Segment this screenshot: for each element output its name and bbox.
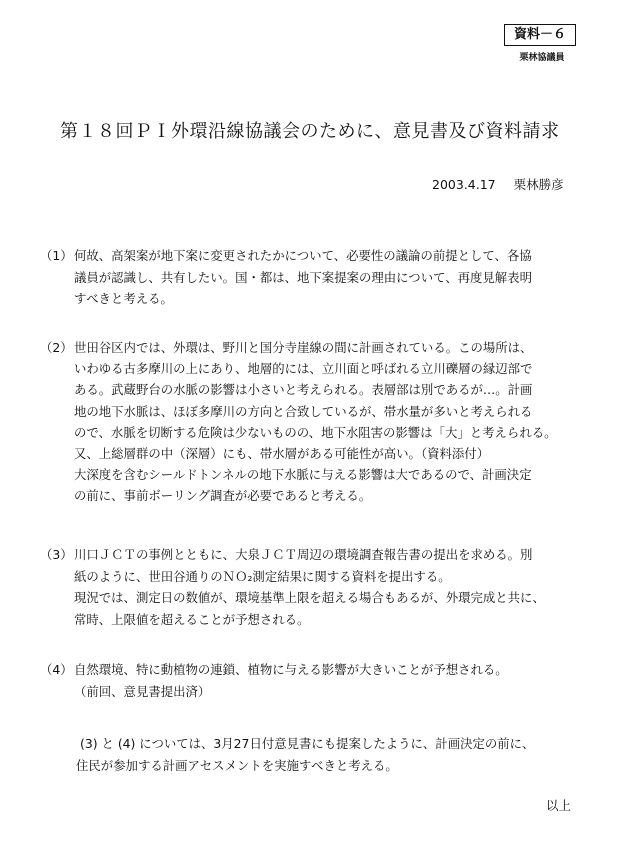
item-line: いわゆる古多摩川の上にあり、地層的には、立川面と呼ばれる立川礫層の縁辺部で [74,361,533,377]
item-line: の前に、事前ボーリング調査が必要であると考える。 [74,488,372,504]
document-label-badge: 資料－６ [504,24,576,46]
document-author: 栗林勝彦 [513,177,564,192]
item-number: （2） [40,340,73,355]
item-number: （4） [40,662,73,677]
item-line: 世田谷区内では、外環は、野川と国分寺崖線の間に計画されている。この場所は、 [74,340,533,355]
item-line: 常時、上限値を超えることが予想される。 [74,611,310,627]
closing-mark: 以上 [546,798,572,813]
document-date: 2003.4.17 [432,177,496,192]
list-item-3 [40,544,600,630]
item-line: 大深度を含むシールドトンネルの地下水脈に与える影響は大であるので、計画決定 [74,467,532,483]
item-line: ので、水脈を切断する危険は少ないものの、地下水阻害の影響は「大」と考えられる。 [74,424,557,440]
item-line: 又、上総層群の中（深層）にも、帯水層がある可能性が高い。（資料添付） [74,446,490,462]
item-line: 議員が認識し、共有したい。国・都は、地下案提案の理由について、再度見解表明 [74,269,532,285]
item-line: 地の地下水脈は、ほぼ多摩川の方向と合致しているが、帯水量が多いと考えられる [74,403,533,419]
summary-paragraph [76,733,596,777]
paragraph-line: 住民が参加する計画アセスメントを実施すべきと考える。 [76,758,398,773]
dateline [432,175,602,193]
item-line: （前回、意見書提出済） [74,683,211,699]
item-line: 川口ＪＣＴの事例とともに、大泉ＪＣＴ周辺の環境調査報告書の提出を求める。別 [74,547,533,562]
item-line: 何故、高架案が地下案に変更されたかについて、必要性の議論の前提として、各協 [74,248,532,263]
item-number: （1） [40,248,73,263]
paragraph-line: (3) と (4) については、3月27日付意見書にも提案したように、計画決定の前に、 [80,736,535,751]
item-line: 現況では、測定日の数値が、環境基準上限を超える場合もあるが、外環完成と共に、 [74,590,545,605]
author-tag: 栗林協議員 [519,53,565,63]
item-line: 紙のように、世田谷通りのＮＯ₂測定結果に関する資料を提出する。 [74,568,451,584]
document-title: 第１８回ＰＩ外環沿線協議会のために、意見書及び資料請求 [60,121,560,142]
list-item-1 [40,245,600,310]
item-line: 自然環境、特に動植物の連鎖、植物に与える影響が大きいことが予想される。 [74,662,508,677]
list-item-2 [40,337,600,507]
item-number: （3） [40,547,73,562]
list-item-4 [40,659,600,702]
item-line: ある。武蔵野台の水脈の影響は小さいと考えられる。表層部は別であるが…。計画 [74,382,533,398]
item-line: すべきと考える。 [74,291,173,306]
